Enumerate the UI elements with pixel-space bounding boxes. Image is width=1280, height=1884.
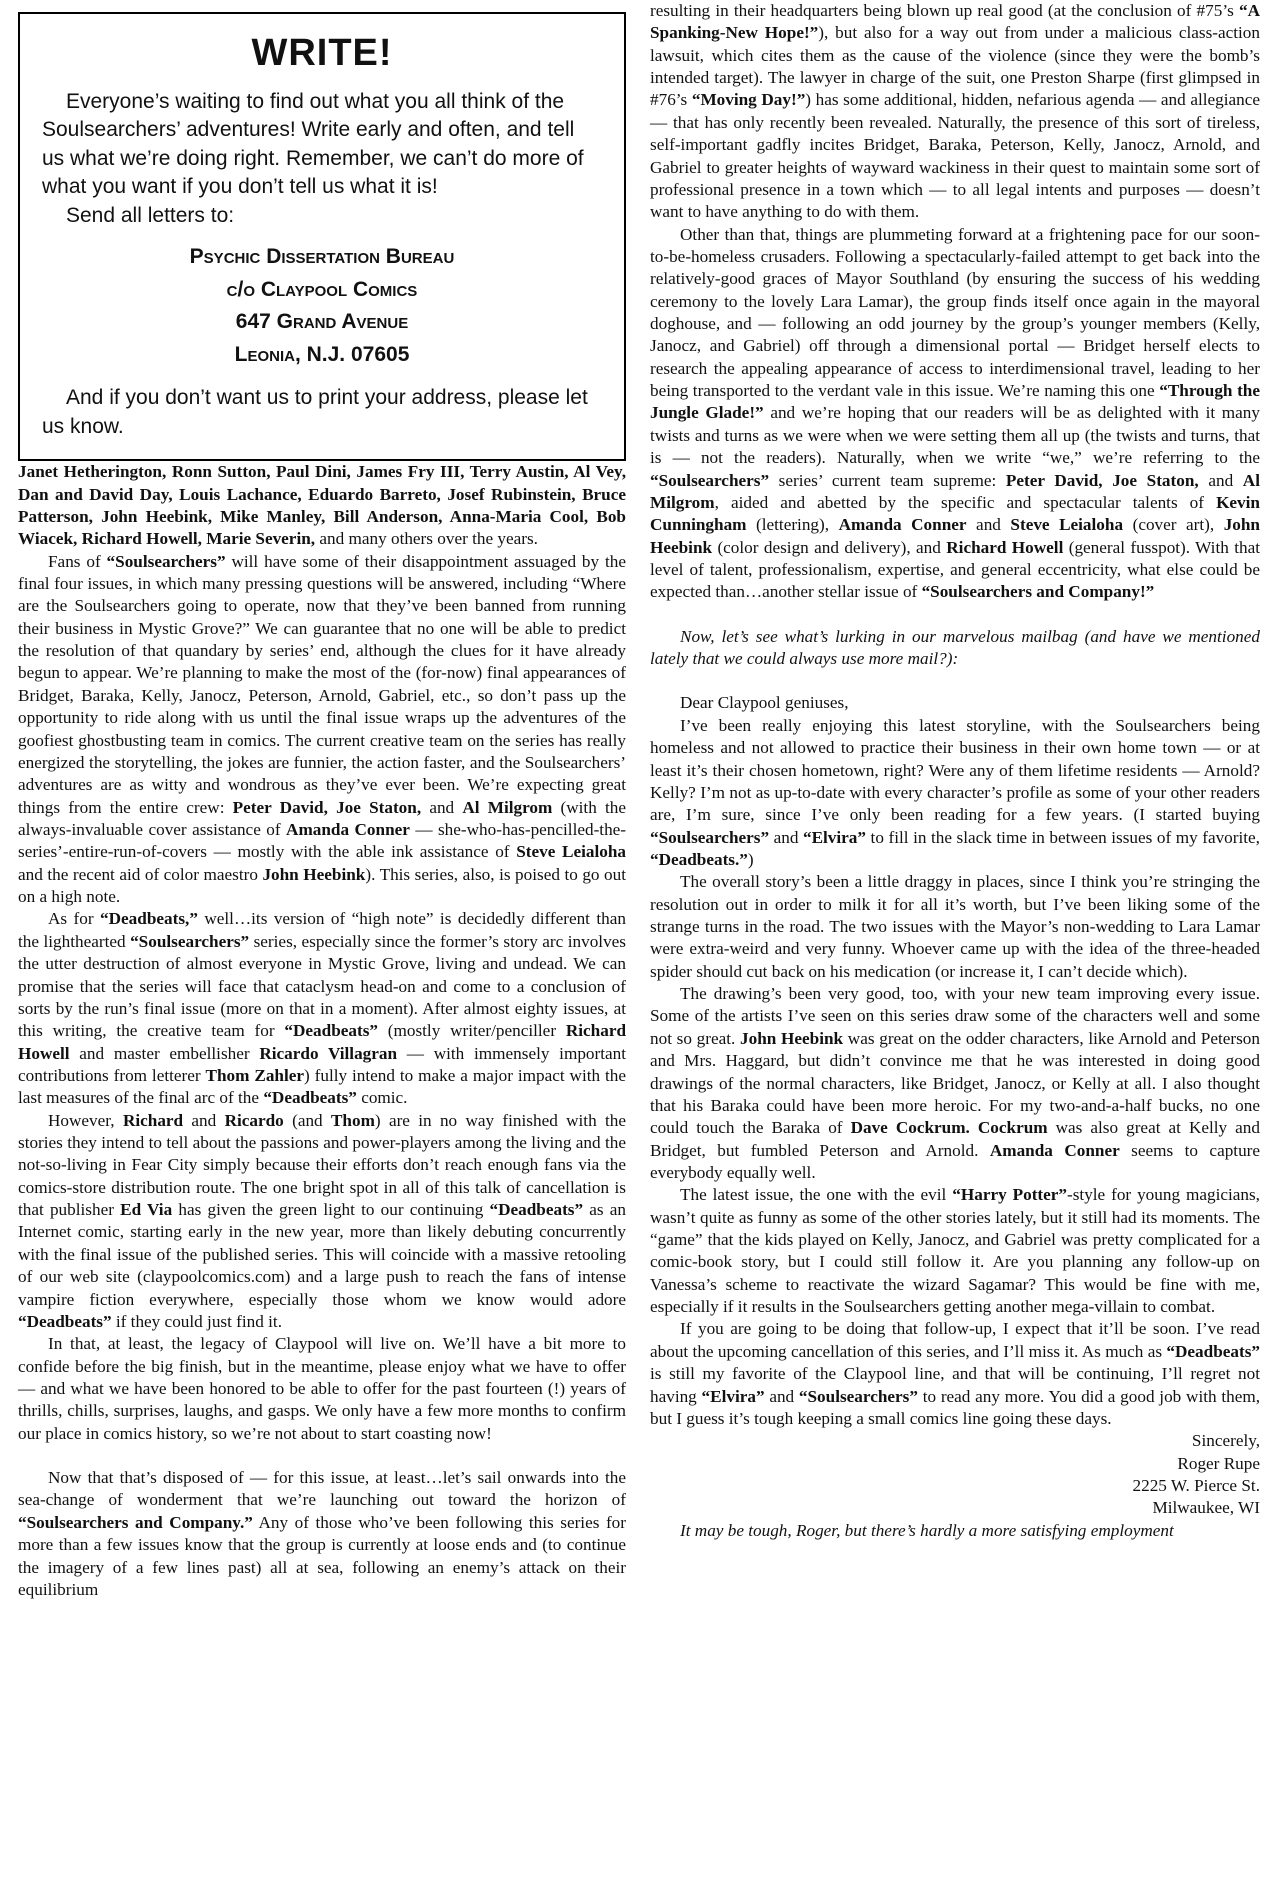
text-run: to read any more. You did a good job with them, but I guess it’s tough keeping a small comics line going these days. bbox=[650, 1386, 1261, 1428]
text-run: Any of those who’ve been following this series for more than a few issues know that the group is currently at loose ends and (to continue the imagery of a few lines past) all at sea, following an enemy’s attack on their equilibrium bbox=[18, 1512, 626, 1599]
bold-name: “Soulsearchers” bbox=[798, 1386, 918, 1406]
text-run: and bbox=[183, 1110, 225, 1130]
paragraph bbox=[18, 908, 626, 1109]
credits-tail: and many others over the years. bbox=[315, 529, 538, 549]
credits-paragraph bbox=[18, 461, 626, 550]
text-run: series’ current team supreme: bbox=[769, 470, 1006, 490]
paragraph: In that, at least, the legacy of Claypool will live on. We’ll have a bit more to confide before the big finish, but in the meantime, please enjoy what we have to offer — and what we have been honored to be able to offer for the past fourteen (!) years of thrills, chills, surprises, laughs, and gasps. We only have a few more months to confirm our place in comics history, so we’re not about to start coasting now! bbox=[18, 1334, 626, 1443]
letter-paragraph bbox=[650, 1184, 1260, 1318]
bold-name: “Deadbeats,” bbox=[100, 909, 198, 929]
letter-paragraph bbox=[650, 983, 1260, 1184]
bold-name: Al Milgrom bbox=[462, 797, 553, 817]
text-run: and bbox=[966, 515, 1011, 535]
text-run: Other than that, things are plummeting forward at a frightening pace for our soon-to-be-homeless crusaders. Following a spectacularly-failed attempt to get back into the relatively-good graces of Mayor Southland (by ensuring the success of his wedding ceremony to the lovely Lara Lamar), the group finds itself once again in the mayoral doghouse, and — following an odd journey by the group’s younger members (Kelly, Janocz, and Gabriel) off through a dimensional portal — Bridget herself elects to research the appealing appearance of access to interdimensional travel, leading to her being transported to the verdant vale in this issue. We’re naming this one bbox=[650, 224, 1260, 401]
paragraph bbox=[18, 1467, 626, 1601]
text-run: — she-who-has-pencilled-the-series’-entire-run-of-covers — mostly with the able ink assistance of bbox=[18, 820, 627, 862]
text-run: (general fusspot). With that level of talent, professionalism, expertise, and general eccentricity, what else could be expected than…another stellar issue of bbox=[650, 537, 1260, 602]
paragraph bbox=[650, 0, 1260, 224]
signoff-line: 2225 W. Pierce St. bbox=[1132, 1476, 1260, 1495]
bold-name: John Heebink bbox=[740, 1028, 844, 1048]
paragraph bbox=[650, 224, 1260, 604]
text-run: ) has some additional, hidden, nefarious agenda — and allegiance — that has only recently been revealed. Naturally, the presence of this sort of tireless, self-important gadfly incites Bridget, Baraka, Peterson, Kelly, Janocz, Arnold, and Gabriel to greater heights of wayward wackiness in their quest to maintain some sort of professional presence in a town which — to all legal intents and purposes — doesn’t want to have anything to do with them. bbox=[650, 90, 1260, 222]
text-run: is still my favorite of the Claypool line, and that will be continuing, I’ll regret not having bbox=[650, 1364, 1260, 1406]
text-run: and the recent aid of color maestro bbox=[18, 864, 263, 884]
bold-name: “Deadbeats.” bbox=[650, 849, 748, 869]
bold-name: “Soulsearchers” bbox=[106, 551, 226, 571]
bold-name: “Soulsearchers” bbox=[130, 931, 250, 951]
bold-name: “Deadbeats” bbox=[284, 1021, 378, 1041]
text-run: seems to capture everybody equally well. bbox=[650, 1140, 1261, 1182]
text-run: and master embellisher bbox=[69, 1043, 260, 1063]
bold-name: “A Spanking-New Hope!” bbox=[650, 1, 1260, 43]
text-run: As for bbox=[48, 909, 101, 929]
text-run: and bbox=[764, 1386, 799, 1406]
text-run: (with the always-invaluable cover assistance of bbox=[18, 797, 626, 839]
text-run: has given the green light to our continuing bbox=[172, 1200, 490, 1220]
text-run: The latest issue, the one with the evil bbox=[680, 1185, 953, 1205]
bold-name: Al Milgrom bbox=[650, 470, 1260, 512]
bold-name: “Soulsearchers and Company!” bbox=[921, 582, 1155, 602]
text-run: , aided and abetted by the specific and spectacular talents of bbox=[714, 492, 1217, 512]
editor-reply: It may be tough, Roger, but there’s hardly a more satisfying employment bbox=[680, 1520, 1174, 1540]
text-run: was also great at Kelly and Bridget, but fumbled Peterson and Arnold. bbox=[650, 1118, 1260, 1160]
bold-name: “Deadbeats” bbox=[1166, 1341, 1260, 1361]
bold-name: “Soulsearchers” bbox=[650, 470, 770, 490]
bold-name: Ricardo bbox=[224, 1110, 284, 1130]
bold-name: John Heebink bbox=[650, 515, 1260, 557]
address-line: 647 Grand Avenue bbox=[235, 310, 409, 334]
bold-name: “Moving Day!” bbox=[691, 90, 806, 110]
privacy-note: And if you don’t want us to print your address, please let us know. bbox=[42, 386, 588, 438]
signoff-line: Sincerely, bbox=[1191, 1431, 1260, 1451]
bold-name: Richard Howell bbox=[18, 1021, 626, 1063]
write-intro: Everyone’s waiting to find out what you all think of the Soulsearchers’ adventures! Write early and often, and tell us what we’re doing right. Remember, we can’t do more of what you want if you don’t tell us what it is! bbox=[42, 89, 584, 199]
letter-paragraph: The overall story’s been a little draggy in places, since I think you’re stringing the resolution out in order to milk it for all it’s worth, but I’ve been liking some of the strange turns in the road. The two issues with the Mayor’s non-wedding to Lara Lamar were extra-weird and very funny. Whoever came up with the idea of the three-headed spider should cut back on his medication (or increase it, I can’t decide which). bbox=[650, 872, 1260, 981]
text-run: Fans of bbox=[48, 551, 107, 571]
bold-name: “Soulsearchers” bbox=[650, 827, 770, 847]
signoff-line: Roger Rupe bbox=[1177, 1453, 1260, 1473]
text-run: If you are going to be doing that follow-up, I expect that it’ll be soon. I’ve read about the upcoming cancellation of this series, and I’ll miss it. As much as bbox=[650, 1319, 1260, 1361]
left-column bbox=[18, 0, 626, 1601]
write-title: WRITE! bbox=[251, 32, 393, 74]
bold-name: “Elvira” bbox=[701, 1386, 765, 1406]
bold-name: Steve Leialoha bbox=[1010, 515, 1124, 535]
text-run: (mostly writer/penciller bbox=[377, 1021, 566, 1041]
bold-name: Amanda Conner bbox=[989, 1140, 1120, 1160]
text-run: ) bbox=[747, 849, 754, 869]
bold-name: Thom Zahler bbox=[205, 1065, 305, 1085]
text-run: ), but also for a way out from under a malicious class-action lawsuit, which cites them as the cause of the violence (since they were the bomb’s intended target). The lawyer in charge of the suit, one Preston Sharpe (first glimpsed in #76’s bbox=[650, 23, 1260, 110]
letter-signoff bbox=[650, 1430, 1260, 1519]
text-run: — with immensely important contributions from letterer bbox=[18, 1043, 627, 1085]
address-line: Leonia, N.J. 07605 bbox=[234, 342, 410, 366]
bold-name: “Elvira” bbox=[802, 827, 866, 847]
mailbag-intro: Now, let’s see what’s lurking in our marvelous mailbag (and have we mentioned lately that we could always use more mail?): bbox=[650, 626, 1260, 669]
bold-name: Peter David, Joe Staton, bbox=[232, 797, 422, 817]
text-run: -style for young magicians, wasn’t quite as funny as some of the other stories lately, but it still had its moments. The “game” that the kids played on Kelly, Janocz, and Gabriel was pretty complicated for a comic-book story, but I could still follow it. Are you planning any follow-up on Vanessa’s scheme to reactivate the wizard Sagamar? This would be fine with me, especially if it results in the Soulsearchers getting another mega-villain to combat. bbox=[650, 1185, 1260, 1317]
bold-name: Peter David, Joe Staton, bbox=[1005, 470, 1199, 490]
text-run: ) are in no way finished with the stories they intend to tell about the passions and power-players among the living and the not-so-living in Fear City simply because their efforts don’t reach enough fans via the comics-store distribution route. The one bright spot in all of this talk of cancellation is that publisher bbox=[18, 1110, 626, 1220]
bold-name: “Deadbeats” bbox=[18, 1311, 112, 1331]
bold-name: “Through the Jungle Glade!” bbox=[650, 381, 1260, 423]
text-run: as an Internet comic, starting early in the new year, more than likely debuting concurrently with the final issue of the published series. This will coincide with a massive retooling of our web site (claypoolcomics.com) and a large push to reach the fans of intense vampire fiction everywhere, especially those whom we know would adore bbox=[18, 1200, 627, 1309]
text-run: and bbox=[769, 827, 803, 847]
text-run: resulting in their headquarters being blown up real good (at the conclusion of #75’s bbox=[650, 1, 1239, 20]
paragraph bbox=[18, 551, 626, 909]
signoff-line: Milwaukee, WI bbox=[1152, 1498, 1260, 1518]
text-run: will have some of their disappointment assuaged by the final four issues, in which many pressing questions will be answered, including “Where are the Soulsearchers going to operate, now that they’ve been banned from running their business in Mystic Grove?” We can guarantee that no one will be able to predict the resolution of that quandary by series’ end, although the clues for it have already begun to appear. We’re planning to make the most of the (for-now) final appearances of Bridget, Baraka, Kelly, Janocz, Peterson, Arnold, Gabriel, etc., so don’t pass up the opportunity to ride along with us until the final issue wraps up the adventures of the goofiest ghostbusting team in comics. The current creative team on the series has really energized the storytelling, the jokes are funnier, the action faster, and the Soulsearchers’ adventures are as witty and wondrous as they’ve ever been. We’re expecting great things from the entire crew: bbox=[18, 551, 626, 817]
write-box bbox=[18, 12, 626, 461]
bold-name: “Deadbeats” bbox=[489, 1200, 584, 1220]
text-run: However, bbox=[48, 1110, 123, 1130]
letter-paragraph bbox=[650, 715, 1260, 872]
text-run: series, especially since the former’s story arc involves the utter destruction of almost everyone in Mystic Grove, living and undead. We can promise that the series will face that cataclysm head-on and come to a conclusion of sorts by the run’s final issue (more on that in a moment). After almost eighty issues, at this writing, the creative team for bbox=[18, 931, 626, 1041]
bold-name: Cockrum bbox=[977, 1118, 1048, 1138]
bold-name: Dave Cockrum. bbox=[850, 1118, 970, 1138]
bold-name: Amanda Conner bbox=[286, 820, 410, 839]
bold-name: Thom bbox=[330, 1110, 375, 1130]
bold-name: “Soulsearchers and Company.” bbox=[18, 1512, 253, 1532]
text-run: I’ve been really enjoying this latest storyline, with the Soulsearchers being homeless and not allowed to practice their business in their own home town — or at least it’s their chosen hometown, right? Were any of them lifetime residents — Arnold? Kelly? I’m not as up-to-date with every character’s profile as some of your other readers are, I’m sure, since I’ve only been reading for a few years. (I started buying bbox=[650, 715, 1260, 825]
right-column bbox=[650, 0, 1260, 1542]
bold-name: Amanda Conner bbox=[838, 515, 967, 535]
text-run: The drawing’s been very good, too, with your new team improving every issue. Some of the artists I’ve seen on this series draw some of the characters well and some not so great. bbox=[650, 984, 1260, 1048]
address-line: Psychic Dissertation Bureau bbox=[189, 245, 455, 269]
text-run: (and bbox=[283, 1110, 331, 1130]
text-run: well…its version of “high note” is decidedly different than the lighthearted bbox=[18, 909, 626, 951]
credits-names: Janet Hetherington, Ronn Sutton, Paul Dini, James Fry III, Terry Austin, Al Vey, Dan and David Day, Louis Lachance, Eduardo Barreto, Josef Rubinstein, Bruce Patterson, John Heebink, Mike Manley, Bill Anderson, Anna-Maria Cool, Bob Wiacek, Richard Howell, Marie Severin, bbox=[18, 462, 626, 549]
text-run: and bbox=[421, 797, 463, 817]
bold-name: Richard bbox=[122, 1110, 184, 1130]
text-run bbox=[970, 1118, 978, 1137]
paragraph bbox=[18, 1110, 626, 1334]
text-run: was great on the odder characters, like Arnold and Peterson and Mrs. Haggard, but didn’t convince me that he was interested in doing good drawings of the normal characters, like Bridget, Janocz, or Kelly at all. I also thought that his Baraka could have been more heroic. For my two-and-a-half bucks, no one could touch the Baraka of bbox=[650, 1028, 1260, 1138]
bold-name: “Deadbeats” bbox=[263, 1088, 357, 1108]
text-run: Now that that’s disposed of — for this issue, at least…let’s sail onwards into the sea-change of wonderment that we’re launching out toward the horizon of bbox=[18, 1468, 626, 1510]
text-run: comic. bbox=[356, 1088, 408, 1108]
bold-name: Steve Leialoha bbox=[516, 842, 626, 862]
bold-name: Ricardo Villagran bbox=[259, 1043, 398, 1063]
bold-name: Richard Howell bbox=[946, 537, 1064, 557]
text-run: to fill in the slack time in between issues of my favorite, bbox=[866, 827, 1260, 847]
text-run: (lettering), bbox=[746, 515, 839, 535]
text-run: (color design and delivery), and bbox=[712, 537, 947, 557]
send-to-label: Send all letters to: bbox=[66, 203, 235, 227]
text-run: (cover art), bbox=[1123, 515, 1224, 535]
bold-name: “Harry Potter” bbox=[952, 1185, 1067, 1205]
text-run: and bbox=[1198, 470, 1243, 490]
mailing-address bbox=[42, 242, 602, 370]
letter-salutation: Dear Claypool geniuses, bbox=[680, 693, 849, 713]
bold-name: Ed Via bbox=[120, 1200, 173, 1220]
text-run: ). This series, also, is poised to go out on a high note. bbox=[18, 864, 626, 907]
address-line: c/o Claypool Comics bbox=[226, 277, 418, 301]
bold-name: Kevin Cunningham bbox=[650, 492, 1260, 535]
text-run: and we’re hoping that our readers will be as delighted with it many twists and turns as we were when we were setting them all up (the twists and turns, that is — not the readers). Naturally, when we write “we,” we’re referring to the bbox=[650, 403, 1260, 468]
bold-name: John Heebink bbox=[262, 864, 366, 884]
text-run: ) fully intend to make a major impact with the last measures of the final arc of the bbox=[18, 1065, 626, 1108]
letter-paragraph bbox=[650, 1318, 1260, 1430]
text-run: if they could just find it. bbox=[111, 1311, 283, 1331]
